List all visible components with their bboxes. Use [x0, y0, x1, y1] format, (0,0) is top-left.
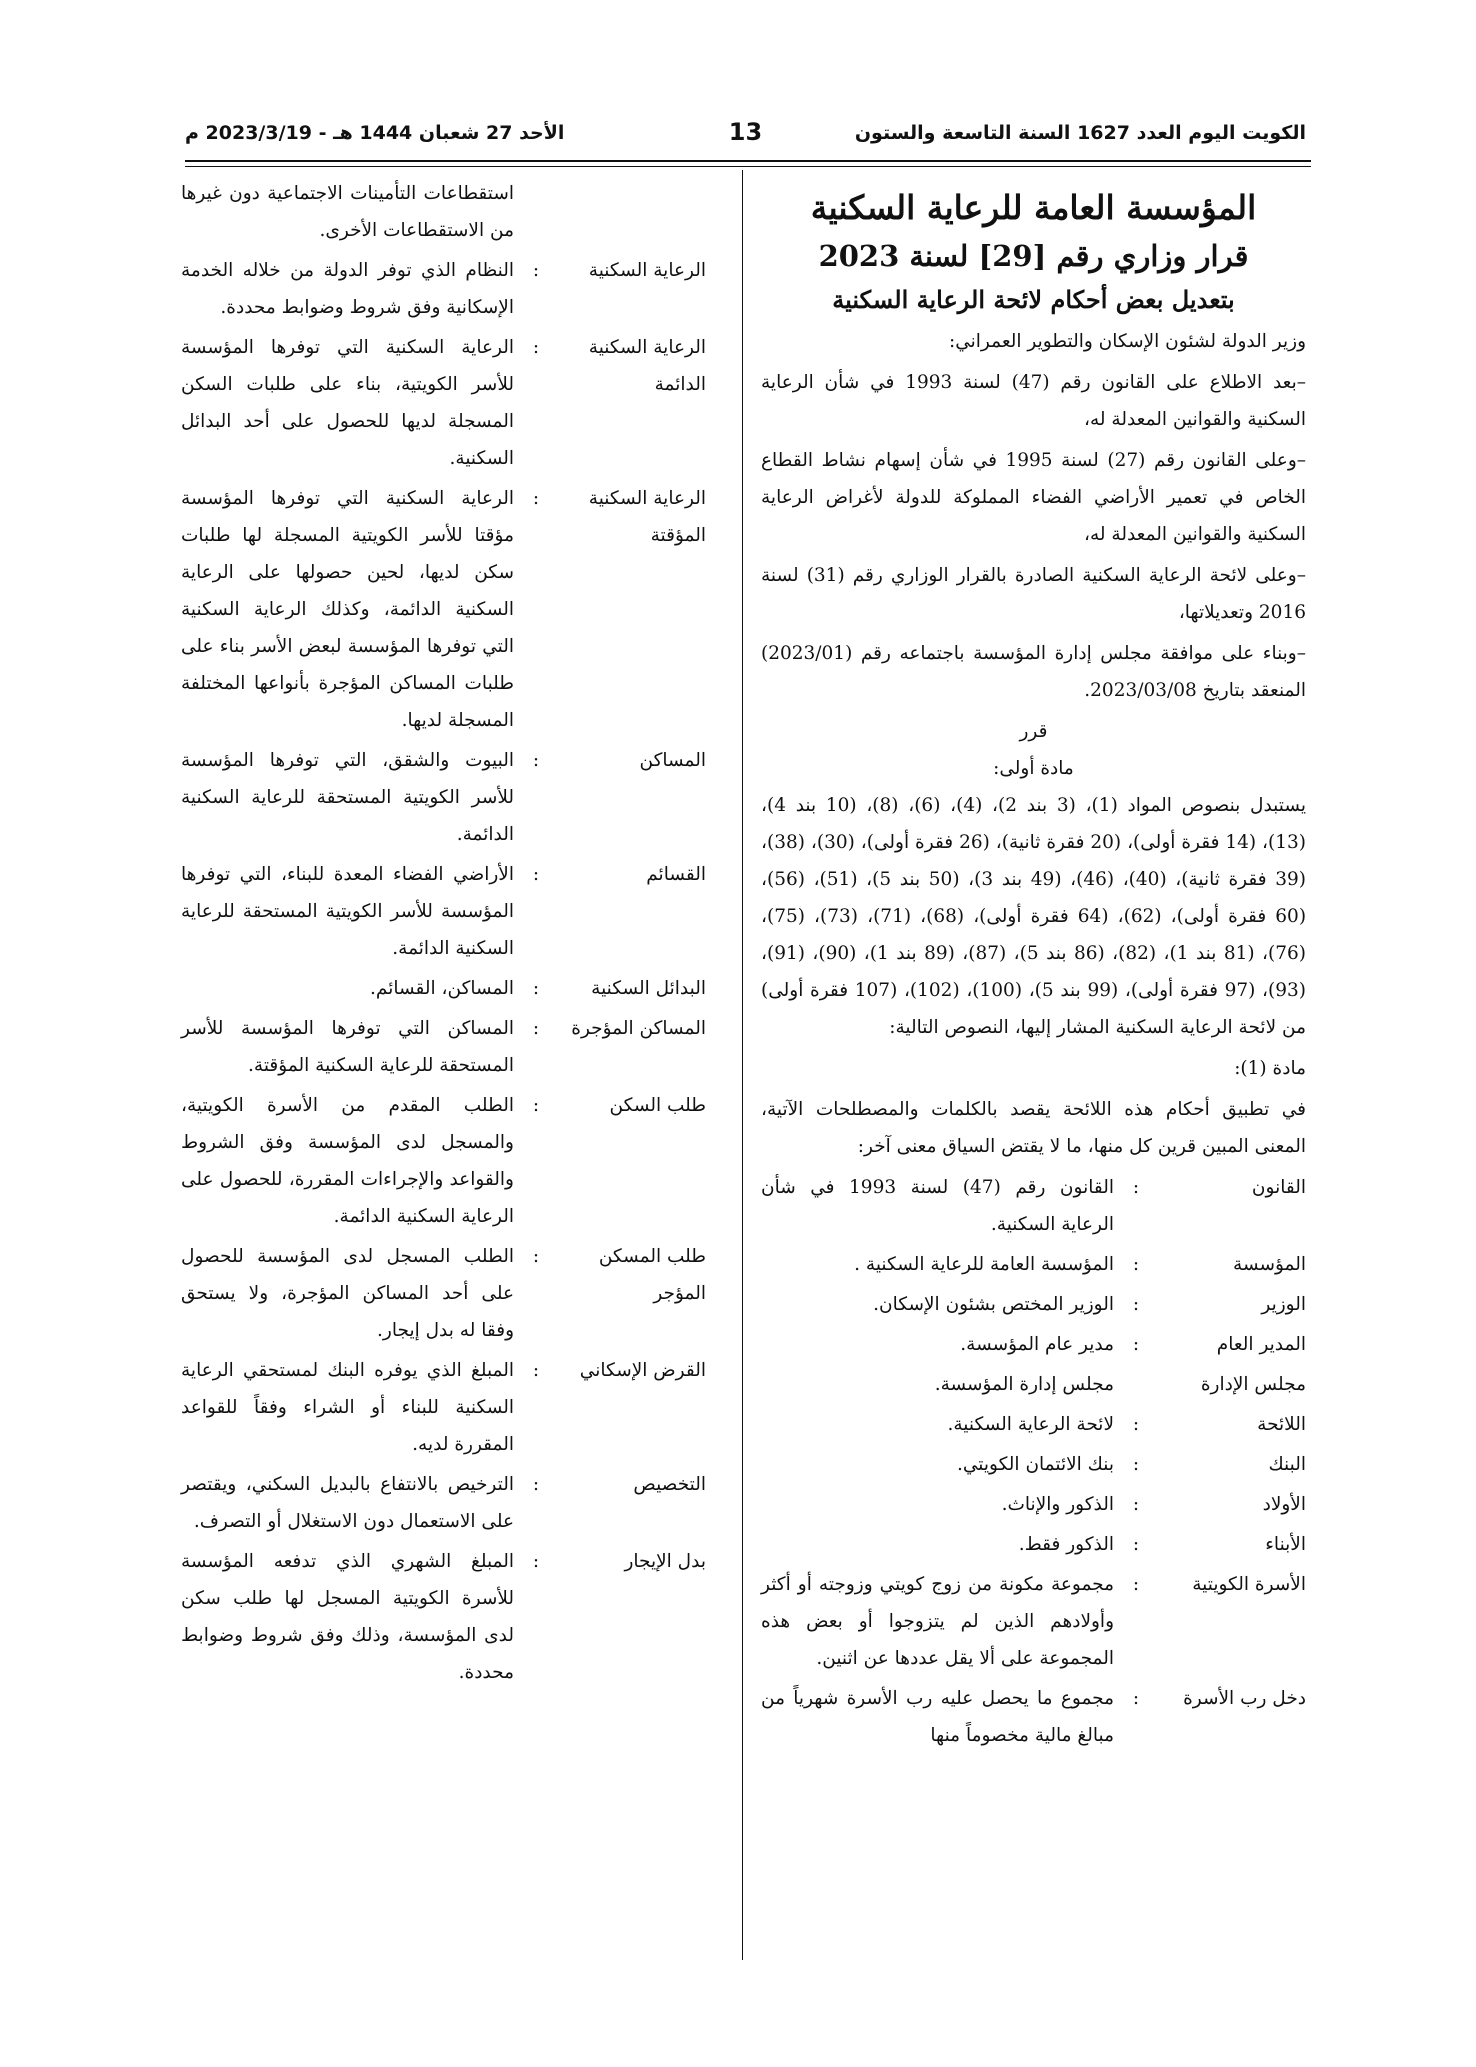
definition-term: طلب المسكن المؤجر	[598, 1246, 706, 1304]
definition-colon: :	[1132, 1574, 1140, 1595]
definition-term: البنك	[1268, 1454, 1306, 1475]
definition-text: بنك الائتمان الكويتي.	[956, 1454, 1114, 1475]
definition-term: المساكن	[639, 750, 706, 771]
definition-colon: :	[532, 978, 540, 999]
definition-term: الأبناء	[1265, 1534, 1306, 1555]
definition-row	[181, 480, 706, 739]
definition-colon: :	[532, 1360, 540, 1381]
right-column	[761, 175, 1306, 1757]
definition-row	[761, 1566, 1306, 1677]
definition-continuation: استقطاعات التأمينات الاجتماعية دون غيرها من الاستقطاعات الأخرى.	[181, 183, 514, 241]
definition-text: الوزير المختص بشئون الإسكان.	[873, 1294, 1114, 1315]
definition-row	[761, 1526, 1306, 1563]
definition-term: دخل رب الأسرة	[1183, 1688, 1306, 1709]
definition-colon: :	[532, 1246, 540, 1267]
definition-text: البيوت والشقق، التي توفرها المؤسسة للأسر الكويتية المستحقة للرعاية السكنية الدائمة.	[181, 750, 514, 845]
definitions-list-left	[181, 252, 706, 1691]
definition-term: الرعاية السكنية	[588, 260, 706, 281]
definition-colon: :	[1132, 1254, 1140, 1275]
definition-row	[761, 1326, 1306, 1363]
definition-colon: :	[1132, 1688, 1140, 1709]
article-first-text: يستبدل بنصوص المواد (1)، (3 بند 2)، (4)، (6)، (8)، (10 بند 4)، (13)، (14 فقرة أولى)، (20 فقرة ثانية)، (26 فقرة أولى)، (30)، (38)، (39 فقرة ثانية)، (40)، (46)، (49 بند 3)، (50 بند 5)، (51)، (56)، (60 فقرة أولى)، (62)، (64 فقرة أولى)، (68)، (71)، (73)، (75)، (76)، (81 بند 1)، (82)، (86 بند 5)، (87)، (89 بند 1)، (90)، (91)، (93)، (97 فقرة أولى)، (99 بند 5)، (100)، (102)، (107 فقرة أولى) من لائحة الرعاية السكنية المشار إليها، النصوص التالية:	[761, 795, 1307, 1038]
definition-colon: :	[532, 1018, 540, 1039]
minister-intro: وزير الدولة لشئون الإسكان والتطوير العمراني:	[948, 331, 1306, 352]
definition-colon: :	[1132, 1294, 1140, 1315]
definition-row	[761, 1446, 1306, 1483]
definition-row	[181, 1087, 706, 1235]
definition-row	[181, 856, 706, 967]
definition-row	[181, 252, 706, 326]
definition-term: الأولاد	[1262, 1494, 1306, 1515]
definition-text: المبلغ الذي يوفره البنك لمستحقي الرعاية السكنية للبناء أو الشراء وفقاً للقواعد المقررة لديه.	[181, 1360, 514, 1455]
definition-term: الرعاية السكنية المؤقتة	[588, 488, 706, 546]
definition-text: مجموع ما يحصل عليه رب الأسرة شهرياً من مبالغ مالية مخصوماً منها	[761, 1688, 1114, 1746]
definition-text: المساكن، القسائم.	[370, 978, 514, 999]
definition-text: الرعاية السكنية التي توفرها المؤسسة مؤقتا للأسر الكويتية المسجلة لها طلبات سكن لديها، لحين حصولها على الرعاية السكنية الدائمة، وكذلك الرعاية السكنية التي توفرها المؤسسة لبعض الأسر بناء على طلبات المساكن المؤجرة بأنواعها المختلفة المسجلة لديها.	[181, 488, 514, 731]
definition-colon: :	[532, 488, 540, 509]
page-header	[185, 118, 1306, 154]
definition-row	[761, 1406, 1306, 1443]
article-first-heading: مادة أولى:	[993, 758, 1074, 779]
decision-subject: بتعديل بعض أحكام لائحة الرعاية السكنية	[832, 285, 1235, 314]
definition-term: الرعاية السكنية الدائمة	[588, 337, 706, 395]
definition-row	[181, 1352, 706, 1463]
definition-term: مجلس الإدارة	[1200, 1374, 1306, 1395]
definition-row	[181, 1543, 706, 1691]
definition-row	[761, 1486, 1306, 1523]
definition-text: الطلب المقدم من الأسرة الكويتية، والمسجل لدى المؤسسة وفق الشروط والقواعد والإجراءات المقررة، للحصول على الرعاية السكنية الدائمة.	[181, 1095, 514, 1227]
definition-colon: :	[1132, 1534, 1140, 1555]
preamble-1: –بعد الاطلاع على القانون رقم (47) لسنة 1993 في شأن الرعاية السكنية والقوانين المعدلة له،	[761, 372, 1307, 430]
definition-text: الرعاية السكنية التي توفرها المؤسسة للأسر الكويتية، بناء على طلبات السكن المسجلة لديها للحصول على أحد البدائل السكنية.	[181, 337, 514, 469]
definition-colon: :	[532, 1474, 540, 1495]
definition-text: المساكن التي توفرها المؤسسة للأسر المستحقة للرعاية السكنية المؤقتة.	[181, 1018, 514, 1076]
definition-colon: :	[532, 260, 540, 281]
definition-row	[181, 742, 706, 853]
definition-colon: :	[532, 750, 540, 771]
definition-text: الأراضي الفضاء المعدة للبناء، التي توفرها المؤسسة للأسر الكويتية المستحقة للرعاية السكنية الدائمة.	[181, 864, 514, 959]
definition-text: لائحة الرعاية السكنية.	[947, 1414, 1114, 1435]
header-date: الأحد 27 شعبان 1444 هـ - 2023/3/19 م	[185, 122, 565, 144]
definition-term: اللائحة	[1257, 1414, 1306, 1435]
definition-colon: :	[1132, 1454, 1140, 1475]
definition-term: الأسرة الكويتية	[1192, 1574, 1306, 1595]
article-1-heading: مادة (1):	[1234, 1058, 1306, 1079]
definition-term: البدائل السكنية	[591, 978, 706, 999]
definition-colon: :	[532, 1551, 540, 1572]
decision-title: قرار وزاري رقم [29] لسنة 2023	[818, 239, 1249, 273]
preamble-2: –وعلى القانون رقم (27) لسنة 1995 في شأن إسهام نشاط القطاع الخاص في تعمير الأراضي الفضاء المملوكة للدولة لأغراض الرعاية السكنية والقوانين المعدلة له،	[761, 450, 1307, 545]
definition-term: المساكن المؤجرة	[571, 1018, 706, 1039]
definition-term: التخصيص	[633, 1474, 706, 1495]
header-issue-info: الكويت اليوم العدد 1627 السنة التاسعة والستون	[854, 122, 1306, 144]
definition-colon: :	[1132, 1334, 1140, 1355]
definition-term: المدير العام	[1216, 1334, 1306, 1355]
definition-text: مجموعة مكونة من زوج كويتي وزوجته أو أكثر وأولادهم الذين لم يتزوجوا أو بعض هذه المجموعة على ألا يقل عددها عن اثنين.	[761, 1574, 1114, 1669]
definition-row	[181, 970, 706, 1007]
definition-text: مدير عام المؤسسة.	[960, 1334, 1114, 1355]
definition-colon: :	[1132, 1177, 1140, 1198]
definition-row	[181, 1466, 706, 1540]
preamble-4: –وبناء على موافقة مجلس إدارة المؤسسة باجتماعه رقم (2023/01) المنعقد بتاريخ 2023/03/08.	[761, 643, 1306, 701]
definition-row	[761, 1366, 1306, 1403]
definition-text: الترخيص بالانتفاع بالبديل السكني، ويقتصر على الاستعمال دون الاستغلال أو التصرف.	[181, 1474, 514, 1532]
definition-text: الذكور والإناث.	[1001, 1494, 1114, 1515]
column-divider	[742, 170, 743, 1960]
definition-text: مجلس إدارة المؤسسة.	[934, 1374, 1114, 1395]
definition-colon: :	[532, 864, 540, 885]
decided-heading: قرر	[1019, 721, 1048, 742]
definition-row	[181, 329, 706, 477]
page-number: 13	[728, 118, 763, 146]
definition-row	[761, 1246, 1306, 1283]
definition-text: المبلغ الشهري الذي تدفعه المؤسسة للأسرة الكويتية المسجل لها طلب سكن لدى المؤسسة، وذلك وفق شروط وضوابط محددة.	[181, 1551, 514, 1683]
definition-text: المؤسسة العامة للرعاية السكنية .	[854, 1254, 1114, 1275]
definition-term: طلب السكن	[609, 1095, 706, 1116]
definition-term: القانون	[1251, 1177, 1306, 1198]
definition-term: القسائم	[646, 864, 706, 885]
definition-text: الذكور فقط.	[1018, 1534, 1114, 1555]
definition-text: النظام الذي توفر الدولة من خلاله الخدمة الإسكانية وفق شروط وضوابط محددة.	[181, 260, 514, 318]
definition-row	[761, 1680, 1306, 1754]
definition-text: الطلب المسجل لدى المؤسسة للحصول على أحد المساكن المؤجرة، ولا يستحق وفقا له بدل إيجار.	[181, 1246, 514, 1341]
definition-term: القرض الإسكاني	[579, 1360, 706, 1381]
definition-colon: :	[1132, 1414, 1140, 1435]
institution-title: المؤسسة العامة للرعاية السكنية	[810, 188, 1257, 227]
definition-text: القانون رقم (47) لسنة 1993 في شأن الرعاية السكنية.	[761, 1177, 1114, 1235]
preamble-3: –وعلى لائحة الرعاية السكنية الصادرة بالقرار الوزاري رقم (31) لسنة 2016 وتعديلاتها،	[761, 565, 1306, 623]
definition-row	[761, 1286, 1306, 1323]
definition-term: المؤسسة	[1233, 1254, 1306, 1275]
definition-row	[761, 1169, 1306, 1243]
definition-row	[181, 1010, 706, 1084]
definition-row	[181, 1238, 706, 1349]
header-rule	[185, 160, 1311, 167]
definition-term: بدل الإيجار	[624, 1551, 706, 1572]
definitions-list-right	[761, 1169, 1306, 1754]
definition-colon: :	[532, 1095, 540, 1116]
definition-colon: :	[532, 337, 540, 358]
definition-term: الوزير	[1261, 1294, 1306, 1315]
left-column	[181, 175, 706, 1694]
definition-colon: :	[1132, 1494, 1140, 1515]
article-1-text: في تطبيق أحكام هذه اللائحة يقصد بالكلمات والمصطلحات الآتية، المعنى المبين قرين كل منها، ما لا يقتض السياق معنى آخر:	[761, 1099, 1306, 1157]
